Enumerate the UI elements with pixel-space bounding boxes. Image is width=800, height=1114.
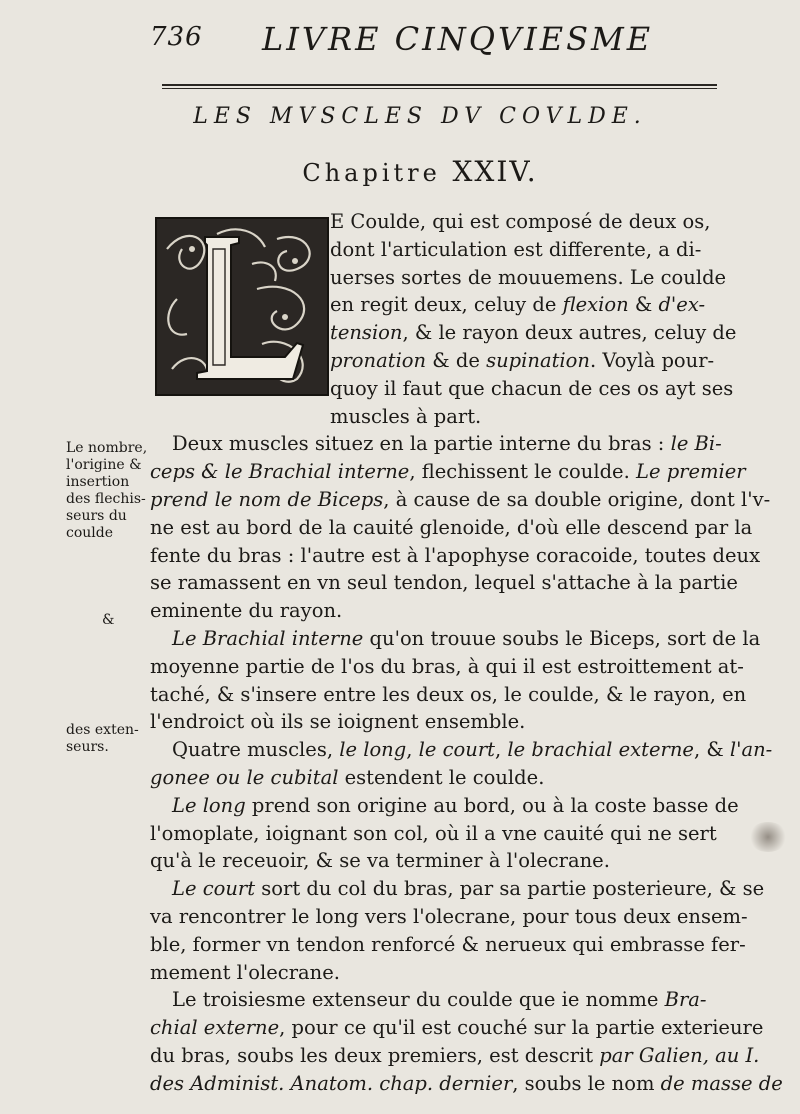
- text-line: [150, 319, 735, 347]
- text-segment: mement l'olecrane.: [150, 960, 340, 984]
- chapter-number: XXIV.: [452, 155, 538, 188]
- text-segment: prend son origine au bord, ou à la coste basse de: [245, 793, 739, 817]
- text-segment: , &: [693, 738, 730, 762]
- text-segment: estendent le coulde.: [338, 765, 545, 789]
- margin-note-line: des flechis-: [66, 491, 146, 507]
- text-segment: , flechissent le coulde.: [409, 460, 636, 484]
- text-segment: sort du col du bras, par sa partie posterieure, & se: [255, 877, 765, 901]
- italic-text: Bra-: [664, 988, 707, 1012]
- text-segment: Le troisiesme extenseur du coulde que ie nomme: [172, 988, 665, 1012]
- text-line: [150, 403, 735, 431]
- text-segment: , & le rayon deux autres, celuy de: [402, 321, 737, 345]
- margin-note-line: insertion: [66, 474, 130, 490]
- page-number: 736: [150, 22, 203, 52]
- italic-text: Le long: [172, 793, 246, 817]
- text-segment: . Voylà pour-: [589, 348, 715, 372]
- text-line: [150, 653, 744, 681]
- text-segment: qu'on trouue soubs le Biceps, sort de la: [363, 626, 761, 650]
- chapter-label: Chapitre: [302, 159, 441, 187]
- text-segment: du bras, soubs les deux premiers, est descrit: [150, 1043, 600, 1067]
- text-segment: eminente du rayon.: [150, 599, 343, 623]
- text-line: [150, 792, 739, 820]
- margin-note-line: Le nombre,: [66, 440, 148, 456]
- text-line: [150, 569, 738, 597]
- text-line: [150, 1014, 764, 1042]
- running-head: [150, 14, 710, 62]
- margin-note-line: &: [102, 612, 115, 628]
- text-segment: fente du bras : l'autre est à l'apophyse coracoide, toutes deux: [150, 543, 761, 567]
- text-segment: en regit deux, celuy de: [330, 293, 563, 317]
- text-line: [150, 236, 735, 264]
- chapter-title: [0, 155, 800, 188]
- italic-text: le court: [418, 738, 495, 762]
- text-line: [150, 1070, 783, 1098]
- italic-text: des Administ. Anatom. chap. dernier: [150, 1071, 513, 1095]
- text-segment: Deux muscles situez en la partie interne du bras :: [172, 432, 671, 456]
- margin-note-line: l'origine &: [66, 457, 142, 473]
- italic-text: ceps & le Brachial interne: [150, 460, 410, 484]
- text-segment: l'omoplate, ioignant son col, où il a vne cauité qui ne sert: [150, 821, 717, 845]
- text-line: [150, 764, 735, 792]
- text-line: [150, 736, 773, 764]
- text-line: [150, 931, 746, 959]
- text-line: [150, 458, 746, 486]
- text-segment: moyenne partie de l'os du bras, à qui il est estroittement at-: [150, 654, 744, 678]
- text-line: [150, 375, 735, 403]
- text-segment: muscles à part.: [330, 404, 482, 428]
- italic-text: chial externe: [150, 1016, 280, 1040]
- text-line: [150, 986, 735, 1014]
- text-line: [150, 486, 771, 514]
- running-title: LIVRE CINQVIESME: [262, 20, 654, 58]
- italic-text: gonee ou le cubital: [150, 765, 339, 789]
- section-title: LES MVSCLES DV COVLDE.: [193, 104, 647, 129]
- italic-text: le brachial externe: [507, 738, 694, 762]
- header-rule: [162, 84, 717, 86]
- header-rule-thin: [162, 88, 717, 89]
- italic-text: d'ex-: [658, 293, 706, 317]
- text-segment: , soubs le nom: [512, 1071, 661, 1095]
- text-segment: taché, & s'insere entre les deux os, le coulde, & le rayon, en: [150, 682, 747, 706]
- text-line: [150, 1042, 760, 1070]
- text-segment: va rencontrer le long vers l'olecrane, pour tous deux ensem-: [150, 904, 748, 928]
- text-segment: & de: [426, 348, 487, 372]
- text-segment: l'endroict où ils se ioignent ensemble.: [150, 710, 526, 734]
- text-line: [150, 959, 735, 987]
- italic-text: le Bi-: [670, 432, 722, 456]
- italic-text: tension: [330, 321, 403, 345]
- text-line: [150, 625, 761, 653]
- text-line: [150, 347, 735, 375]
- italic-text: flexion: [562, 293, 629, 317]
- text-segment: ,: [406, 738, 419, 762]
- text-segment: dont l'articulation est differente, a di-: [330, 237, 702, 261]
- text-segment: &: [628, 293, 659, 317]
- text-segment: E Coulde, qui est composé de deux os,: [330, 210, 711, 233]
- italic-text: Le Brachial interne: [172, 626, 364, 650]
- text-line: [150, 875, 765, 903]
- italic-text: prend le nom de Biceps: [150, 487, 384, 511]
- text-line: [150, 903, 748, 931]
- text-line: [150, 820, 735, 848]
- text-segment: quoy il faut que chacun de ces os ayt ses: [330, 376, 734, 400]
- text-line: [150, 681, 747, 709]
- text-segment: ne est au bord de la cauité glenoide, d'où elle descend par la: [150, 515, 753, 539]
- italic-text: par Galien, au I.: [599, 1043, 760, 1067]
- margin-note-line: seurs du: [66, 508, 127, 524]
- text-segment: , pour ce qu'il est couché sur la partie exterieure: [279, 1016, 764, 1040]
- italic-text: de masse de: [660, 1071, 783, 1095]
- text-segment: Quatre muscles,: [172, 738, 340, 762]
- margin-note-flexors: [66, 440, 147, 542]
- italic-text: supination: [486, 348, 590, 372]
- text-line: [150, 430, 735, 458]
- text-line: [150, 514, 753, 542]
- text-segment: se ramassent en vn seul tendon, lequel s'attache à la partie: [150, 571, 738, 595]
- text-line: [150, 597, 735, 625]
- body-text: [150, 208, 783, 1098]
- text-line: [150, 847, 735, 875]
- text-segment: uerses sortes de mouuemens. Le coulde: [330, 265, 727, 289]
- text-line: [150, 208, 735, 236]
- margin-note-line: seurs.: [66, 739, 109, 755]
- text-line: [150, 291, 735, 319]
- italic-text: l'an-: [729, 738, 773, 762]
- text-segment: qu'à le receuoir, & se va terminer à l'olecrane.: [150, 849, 610, 873]
- text-segment: ble, former vn tendon renforcé & nerueux qui embrasse fer-: [150, 932, 746, 956]
- italic-text: Le court: [172, 877, 256, 901]
- italic-text: Le premier: [636, 460, 746, 484]
- text-segment: , à cause de sa double origine, dont l'v-: [383, 487, 771, 511]
- margin-note-line: coulde: [66, 525, 114, 541]
- text-line: [150, 542, 761, 570]
- margin-note-line: des exten-: [66, 722, 139, 738]
- margin-note-and: [102, 612, 114, 629]
- text-line: [150, 264, 735, 292]
- ink-stain: [748, 822, 788, 852]
- text-line: [150, 708, 735, 736]
- margin-note-extensors: [66, 722, 139, 756]
- italic-text: pronation: [330, 348, 427, 372]
- italic-text: le long: [339, 738, 407, 762]
- text-segment: ,: [495, 738, 508, 762]
